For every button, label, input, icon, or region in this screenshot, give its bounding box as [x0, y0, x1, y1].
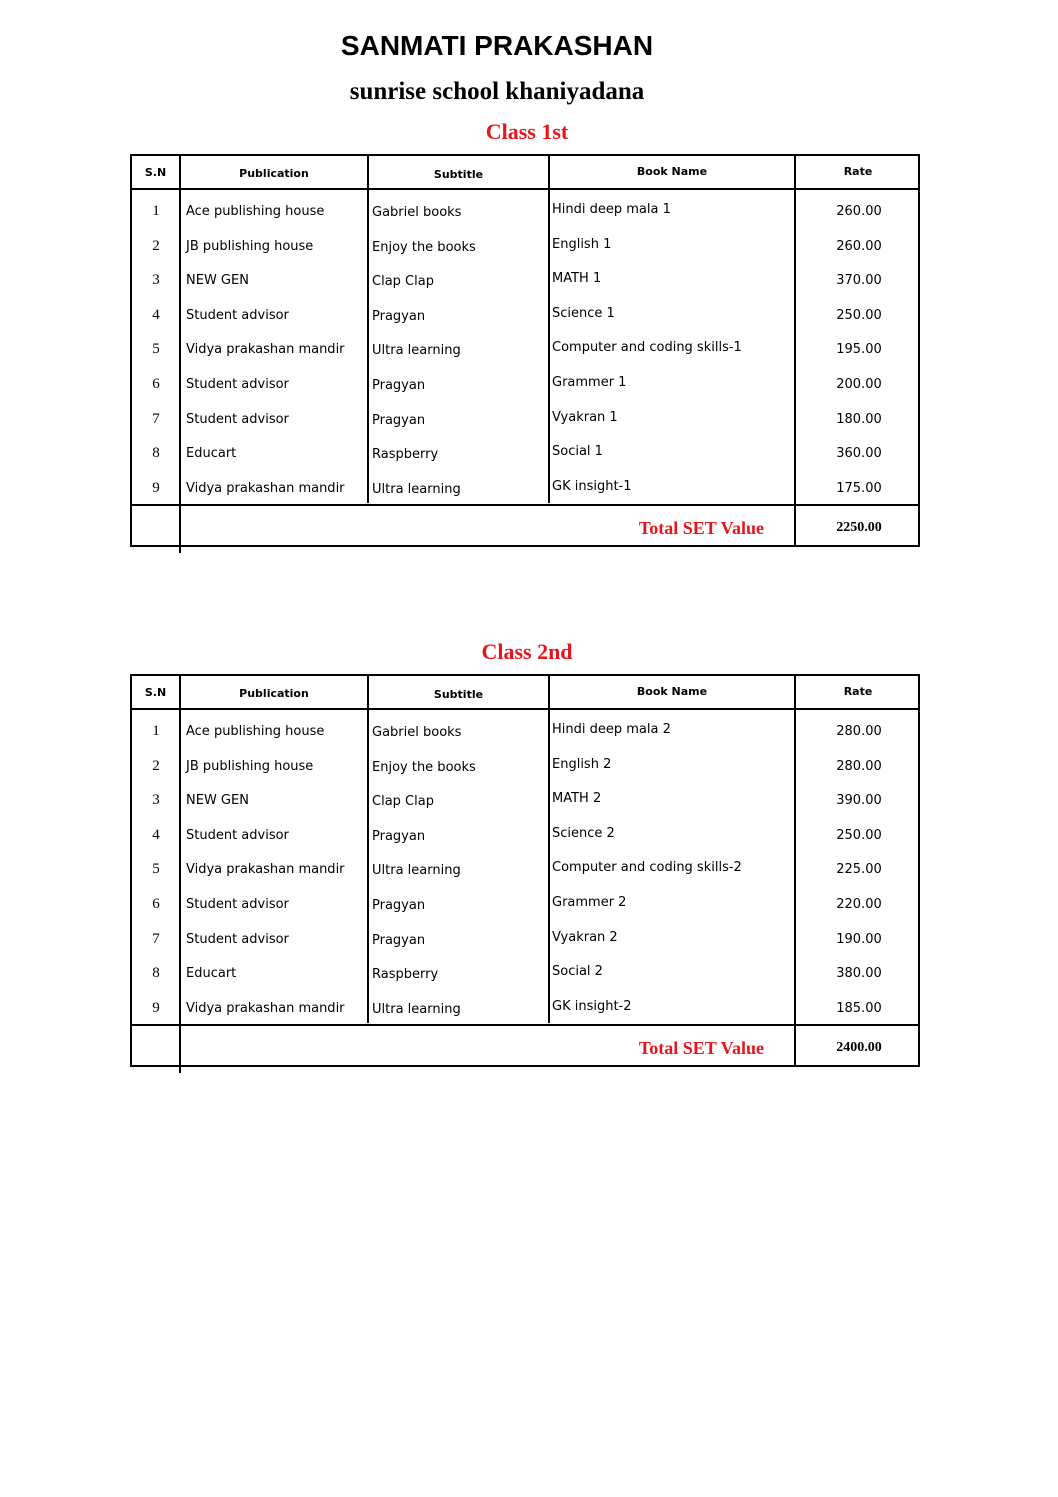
- header-divider: [132, 708, 918, 710]
- sn-cell: 9: [152, 999, 160, 1016]
- table-row: [132, 473, 918, 508]
- book-name-cell: Computer and coding skills-2: [552, 860, 742, 876]
- class-2-table: [130, 674, 920, 1067]
- rate-cell: 225.00: [836, 862, 882, 878]
- subtitle-cell: Gabriel books: [372, 725, 462, 740]
- header-rate: Rate: [843, 685, 873, 698]
- sn-cell: 8: [152, 965, 160, 982]
- book-name-cell: Social 2: [552, 964, 603, 980]
- rate-cell: 175.00: [836, 480, 882, 496]
- subtitle-cell: Pragyan: [372, 828, 426, 844]
- subtitle-cell: Pragyan: [372, 932, 426, 948]
- total-set-value: 2250.00: [836, 520, 882, 535]
- table-row: [132, 231, 918, 266]
- total-set-value-label: Total SET Value: [638, 1038, 764, 1058]
- book-name-cell: Vyakran 2: [552, 929, 618, 945]
- header-subtitle: Subtitle: [433, 688, 484, 701]
- rate-cell: 370.00: [836, 273, 882, 289]
- sn-cell: 4: [152, 306, 160, 323]
- rate-cell: 380.00: [836, 966, 882, 982]
- rate-cell: 185.00: [836, 1000, 882, 1016]
- subtitle-cell: Clap Clap: [372, 274, 434, 290]
- document-title: SANMATI PRAKASHAN: [340, 30, 654, 61]
- sn-cell: 5: [152, 861, 160, 878]
- book-name-cell: Science 2: [552, 825, 615, 841]
- total-set-value-label: Total SET Value: [638, 518, 764, 538]
- publication-cell: Student advisor: [186, 307, 289, 323]
- book-name-cell: Computer and coding skills-1: [552, 340, 742, 356]
- table-row: [132, 889, 918, 924]
- school-name: sunrise school khaniyadana: [349, 78, 645, 105]
- table-row: [132, 820, 918, 855]
- subtitle-cell: Gabriel books: [372, 205, 462, 220]
- publication-cell: Student advisor: [186, 827, 289, 843]
- header-subtitle: Subtitle: [433, 168, 484, 181]
- table-row: [132, 300, 918, 335]
- subtitle-cell: Enjoy the books: [372, 759, 476, 775]
- book-name-cell: Grammer 2: [552, 895, 627, 910]
- subtitle-cell: Enjoy the books: [372, 239, 476, 255]
- book-name-cell: MATH 1: [552, 271, 602, 287]
- book-name-cell: English 2: [552, 756, 612, 772]
- book-name-cell: Vyakran 1: [552, 409, 618, 425]
- subtitle-cell: Ultra learning: [372, 343, 461, 359]
- sn-cell: 8: [152, 445, 160, 462]
- table-row: [132, 265, 918, 300]
- header-divider: [132, 188, 918, 190]
- sn-cell: 2: [152, 757, 160, 774]
- subtitle-cell: Pragyan: [372, 898, 426, 913]
- rate-cell: 260.00: [836, 238, 882, 254]
- publication-cell: Student advisor: [186, 377, 289, 392]
- header-sn: S.N: [144, 686, 167, 699]
- subtitle-cell: Pragyan: [372, 308, 426, 324]
- rate-cell: 220.00: [836, 897, 882, 912]
- subtitle-cell: Ultra learning: [372, 1001, 461, 1017]
- rate-cell: 200.00: [836, 377, 882, 392]
- subtitle-cell: Clap Clap: [372, 794, 434, 810]
- book-name-cell: Hindi deep mala 1: [552, 202, 671, 217]
- subtitle-cell: Raspberry: [372, 447, 439, 463]
- table-row: [132, 924, 918, 959]
- book-name-cell: Grammer 1: [552, 375, 627, 390]
- header-sn: S.N: [144, 166, 167, 179]
- subtitle-cell: Pragyan: [372, 378, 426, 393]
- class-1-table: [130, 154, 920, 547]
- publication-cell: JB publishing house: [186, 238, 314, 254]
- publication-cell: Student advisor: [186, 411, 289, 427]
- publication-cell: Vidya prakashan mandir: [186, 342, 345, 358]
- table-row: [132, 785, 918, 820]
- table-row: [132, 404, 918, 439]
- rate-cell: 250.00: [836, 827, 882, 843]
- table-row: [132, 334, 918, 369]
- header-publication: Publication: [239, 687, 309, 700]
- header-publication: Publication: [239, 167, 309, 180]
- table-row: [132, 716, 918, 751]
- publication-cell: NEW GEN: [186, 273, 249, 289]
- subtitle-cell: Pragyan: [372, 412, 426, 428]
- sn-cell: 9: [152, 479, 160, 496]
- class-1-title: Class 1st: [485, 119, 569, 144]
- publication-cell: Ace publishing house: [186, 724, 325, 739]
- table-row: [132, 958, 918, 993]
- subtitle-cell: Ultra learning: [372, 863, 461, 879]
- sn-cell: 1: [152, 723, 160, 739]
- publication-cell: Vidya prakashan mandir: [186, 862, 345, 878]
- rate-cell: 360.00: [836, 446, 882, 462]
- sn-cell: 1: [152, 203, 160, 219]
- rate-cell: 280.00: [836, 758, 882, 774]
- table-row: [132, 751, 918, 786]
- publication-cell: Student advisor: [186, 897, 289, 912]
- book-name-cell: MATH 2: [552, 791, 602, 807]
- class-2-title: Class 2nd: [481, 639, 573, 664]
- header-book-name: Book Name: [636, 165, 708, 178]
- publication-cell: Vidya prakashan mandir: [186, 480, 345, 496]
- rate-cell: 390.00: [836, 793, 882, 809]
- book-name-cell: GK insight-2: [552, 998, 632, 1014]
- book-name-cell: Social 1: [552, 444, 603, 460]
- sn-cell: 2: [152, 237, 160, 254]
- publication-cell: Vidya prakashan mandir: [186, 1000, 345, 1016]
- sn-cell: 3: [152, 272, 160, 289]
- publication-cell: Educart: [186, 966, 237, 982]
- table-row: [132, 369, 918, 404]
- publication-cell: Ace publishing house: [186, 204, 325, 219]
- book-name-cell: Science 1: [552, 305, 615, 321]
- subtitle-cell: Ultra learning: [372, 481, 461, 497]
- table-row: [132, 993, 918, 1028]
- rate-cell: 195.00: [836, 342, 882, 358]
- sn-cell: 6: [152, 376, 160, 392]
- publication-cell: Educart: [186, 446, 237, 462]
- rate-cell: 260.00: [836, 204, 882, 219]
- rate-cell: 180.00: [836, 411, 882, 427]
- book-name-cell: GK insight-1: [552, 478, 632, 494]
- sn-cell: 3: [152, 792, 160, 809]
- publication-cell: JB publishing house: [186, 758, 314, 774]
- subtitle-cell: Raspberry: [372, 967, 439, 983]
- table-row: [132, 438, 918, 473]
- sn-cell: 6: [152, 896, 160, 912]
- publication-cell: Student advisor: [186, 931, 289, 947]
- header-book-name: Book Name: [636, 685, 708, 698]
- table-row: [132, 196, 918, 231]
- book-name-cell: English 1: [552, 236, 612, 252]
- rate-cell: 280.00: [836, 724, 882, 739]
- sn-cell: 4: [152, 826, 160, 843]
- rate-cell: 190.00: [836, 931, 882, 947]
- header-rate: Rate: [843, 165, 873, 178]
- sn-cell: 7: [152, 930, 160, 947]
- sn-cell: 5: [152, 341, 160, 358]
- total-set-value: 2400.00: [836, 1040, 882, 1055]
- book-name-cell: Hindi deep mala 2: [552, 722, 671, 737]
- sn-cell: 7: [152, 410, 160, 427]
- publication-cell: NEW GEN: [186, 793, 249, 809]
- rate-cell: 250.00: [836, 307, 882, 323]
- table-row: [132, 854, 918, 889]
